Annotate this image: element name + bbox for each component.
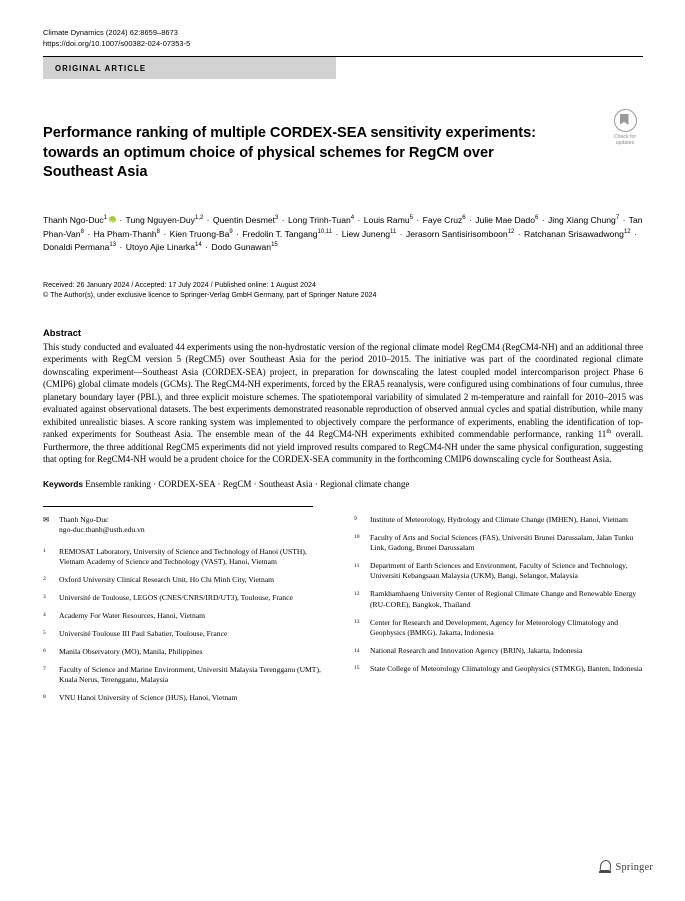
- corresponding-author-name: Thanh Ngo-Duc: [59, 514, 109, 524]
- affiliation-number: 15: [354, 665, 360, 672]
- crossmark-line2: updates: [615, 139, 635, 146]
- affiliation-item: [354, 664, 643, 674]
- affiliation-item: [354, 533, 643, 554]
- affiliation-number: 4: [43, 612, 46, 619]
- affiliation-text: Université de Toulouse, LEGOS (CNES/CNRS/IRD/UT3), Toulouse, France: [59, 592, 293, 602]
- affiliation-number: 13: [354, 619, 360, 626]
- keywords-line: [43, 478, 643, 490]
- author-list: Thanh Ngo-Duc$^1$ iD · Tung Nguyen-Duy$^{1,2}$ · Quentin Desmet$^3$ · Long Trinh-Tuan$^4$ · Louis Ramu$^5$ · Faye Cruz$^6$ · Julie Mae Dado$^6$ · Jing Xiang Chung$^7$ · Tan Phan-Van$^8$ · Ha Pham-Thanh$^8$ · Kien Truong-Ba$^9$ · Fredolin T. Tangang$^{10,11}$ · Liew Juneng$^{11}$ · Jerasorn Santisirisomboon$^{12}$ · Ratchanan Srisawadwong$^{12}$ · Donaldi Permana$^{13}$ · Utoyo Ajie Linarka$^{14}$ · Dodo Gunawan$^{15}$: [43, 214, 643, 255]
- journal-header: [43, 27, 643, 49]
- envelope-icon: ✉: [43, 514, 50, 524]
- affiliation-number: 11: [354, 562, 360, 569]
- affiliation-text: Center for Research and Development, Agency for Meteorology Climatology and Geophysics (BMKG), Jakarta, Indonesia: [370, 617, 618, 638]
- publication-dates: [43, 280, 643, 301]
- received-accepted-line: Received: 26 January 2024 / Accepted: 17 July 2024 / Published online: 1 August 2024: [43, 280, 316, 289]
- springer-knight-icon: [599, 860, 612, 874]
- publisher-logo: [599, 860, 653, 874]
- affiliation-number: 14: [354, 647, 360, 654]
- affiliations-section: [43, 515, 643, 711]
- affiliation-number: 7: [43, 666, 46, 673]
- affiliation-text: Faculty of Science and Marine Environment, Universiti Malaysia Terengganu (UMT), Kuala Nerus, Terengganu, Malaysia: [59, 664, 321, 684]
- affiliation-number: 6: [43, 648, 46, 655]
- affiliation-text: State College of Meteorology Climatology and Geophysics (STMKG), Banten, Indonesia: [370, 663, 643, 673]
- page-content: [43, 27, 643, 711]
- copyright-line: © The Author(s), under exclusive licence to Springer-Verlag GmbH Germany, part of Springer Nature 2024: [43, 291, 377, 300]
- affiliation-item: [43, 647, 332, 657]
- affiliation-number: 2: [43, 576, 46, 583]
- affiliation-item: [354, 646, 643, 656]
- affiliation-item: [43, 593, 332, 603]
- affiliation-text: Ramkhamhaeng University Center of Regional Climate Change and Renewable Energy (RU-CORE), Bangkok, Thailand: [370, 589, 637, 609]
- affiliation-text: Oxford University Clinical Research Unit, Ho Chi Minh City, Vietnam: [59, 574, 275, 584]
- abstract-heading: Abstract: [43, 326, 82, 338]
- crossmark-icon: [614, 109, 637, 132]
- affiliations-column-right: [354, 515, 643, 711]
- affiliation-text: REMOSAT Laboratory, University of Science and Technology of Hanoi (USTH), Vietnam Academy of Science and Technology (VAST), Hanoi, Vietnam: [59, 546, 307, 567]
- affiliation-item: [43, 547, 332, 568]
- affiliation-text: Faculty of Arts and Social Sciences (FAS), Universiti Brunei Darussalam, Jalan Tunku Link, Gadong, Brunei Darussalam: [370, 532, 634, 553]
- affiliation-item: [354, 589, 643, 610]
- keywords-items: Ensemble ranking · CORDEX-SEA · RegCM · Southeast Asia · Regional climate change: [85, 479, 410, 490]
- affiliation-number: 8: [43, 694, 46, 701]
- abstract-body: This study conducted and evaluated 44 experiments using the non-hydrostatic version of the regional climate model RegCM4 (RegCM4-NH) and an additional three experiments with RegCM version 5 (RegCM5) over Southeast Asia for the period 2010–2015. The initiative was part of the coordinated regional climate downscaling experiment—Southeast Asia (CORDEX-SEA) project, in preparation for downscaling the latest coupled model intercomparison project Phase 6 (CMIP6) global climate models (GCMs). The RegCM4-NH experiments, forced by the ERA5 reanalysis, were configured using combinations of four cumulus, three planetary boundary layer (PBL), and three explicit moisture schemes. The spatiotemporal variability of simulated 2 m-temperature and rainfall for 2010–2015 was evaluated against observational datasets. The best experiments demonstrated reasonable reproduction of observed annual cycles and spatial distribution, while many exhibited unrealistic biases. A score ranking system was implemented to objectively compare the performance of experiments, enabling the identification of top-ranked experiments for Southeast Asia. The ensemble mean of the 44 RegCM4-NH experiments exhibited commendable performance, ranking 11th overall. Furthermore, the three additional RegCM5 experiments did not yield improved results compared to RegCM4-NH under the same physical configuration, suggesting that opting for RegCM4-NH would be a prudent choice for the CORDEX-SEA community in the forthcoming CMIP6 downscaling cycle for Southeast Asia.: [43, 341, 643, 464]
- article-type-label: ORIGINAL ARTICLE: [55, 63, 147, 73]
- affiliation-text: Institute of Meteorology, Hydrology and Climate Change (IMHEN), Hanoi, Vietnam: [370, 514, 628, 524]
- affiliation-text: National Research and Innovation Agency (BRIN), Jakarta, Indonesia: [370, 646, 583, 656]
- affiliation-number: 3: [43, 594, 46, 601]
- affiliation-number: 10: [354, 534, 360, 541]
- journal-doi[interactable]: https://doi.org/10.1007/s00382-024-07353-5: [43, 39, 191, 49]
- publisher-name: Springer: [615, 861, 653, 873]
- keywords-label: Keywords: [43, 479, 84, 490]
- affiliation-item: [354, 618, 643, 639]
- affiliation-list-left: [43, 547, 332, 704]
- corresponding-author: [43, 515, 332, 536]
- affiliation-item: [43, 665, 332, 686]
- affiliation-item: [43, 629, 332, 639]
- affiliation-item: [354, 515, 643, 525]
- affiliation-text: VNU Hanoi University of Science (HUS), Hanoi, Vietnam: [59, 692, 238, 702]
- affiliation-text: Department of Earth Sciences and Environment, Faculty of Science and Technology, Universiti Kebangsaan Malaysia (UKM), Bangi, Selangor, Malaysia: [370, 561, 628, 581]
- affiliation-number: 1: [43, 548, 46, 555]
- crossmark-line1: Check for: [613, 133, 637, 140]
- corresponding-author-email[interactable]: ngo-duc.thanh@usth.edu.vn: [59, 525, 145, 535]
- page-title: Performance ranking of multiple CORDEX‑SEA sensitivity experiments: towards an optimum choice of physical schemes for RegCM over Southeast Asia: [43, 125, 537, 181]
- affiliation-item: [43, 575, 332, 585]
- affiliation-text: Academy For Water Resources, Hanoi, Vietnam: [59, 610, 206, 620]
- affiliation-item: [43, 611, 332, 621]
- affiliation-item: [43, 693, 332, 703]
- affiliation-number: 9: [354, 516, 357, 523]
- affiliation-text: Université Toulouse III Paul Sabatier, Toulouse, France: [59, 628, 228, 638]
- article-type-band: [43, 57, 336, 79]
- check-for-updates-badge[interactable]: [607, 109, 643, 147]
- affiliation-text: Manila Observatory (MO), Manila, Philippines: [59, 646, 203, 656]
- affiliations-column-left: [43, 515, 332, 711]
- journal-citation: Climate Dynamics (2024) 62:8659–8673: [43, 28, 178, 37]
- affiliation-list-right: [354, 515, 643, 674]
- affiliation-item: [354, 561, 643, 582]
- affiliation-number: 12: [354, 590, 360, 597]
- article-type-row: [43, 57, 643, 146]
- affiliation-number: 5: [43, 630, 46, 637]
